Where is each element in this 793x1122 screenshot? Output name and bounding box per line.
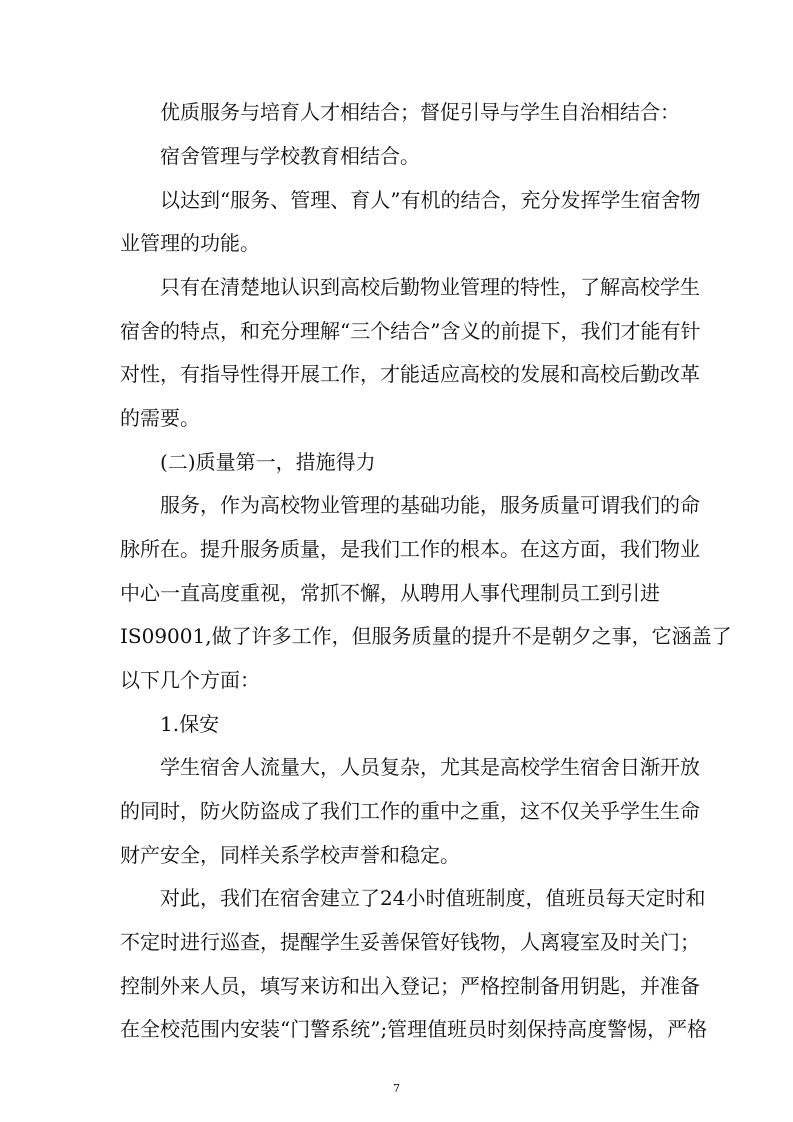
text-line: 宿舍管理与学校教育相结合。: [160, 144, 420, 168]
text-line: 只有在清楚地认识到高校后勤物业管理的特性，了解高校学生: [160, 275, 700, 299]
text-line: 服务，作为高校物业管理的基础功能，服务质量可谓我们的命: [160, 493, 700, 517]
subsection-heading: 1.保安: [160, 712, 220, 736]
text-line: 对性，有指导性得开展工作，才能适应高校的发展和高校后勤改革: [120, 362, 700, 386]
text-line: 优质服务与培育人才相结合；督促引导与学生自治相结合：: [160, 100, 680, 124]
text-line: 以达到“服务、管理、育人”有机的结合，充分发挥学生宿舍物: [160, 188, 701, 212]
text-line: 以下几个方面：: [120, 668, 260, 692]
text-line: 学生宿舍人流量大，人员复杂，尤其是高校学生宿舍日渐开放: [160, 755, 700, 779]
text-line: 中心一直高度重视，常抓不懈，从聘用人事代理制员工到引进: [120, 581, 660, 605]
page-number: 7: [393, 1082, 400, 1095]
text-line: 脉所在。提升服务质量，是我们工作的根本。在这方面，我们物业: [120, 537, 700, 561]
text-line: 在全校范围内安装“门警系统”;管理值班员时刻保持高度警惕，严格: [120, 1017, 708, 1041]
text-line: 对此，我们在宿舍建立了24小时值班制度，值班员每天定时和: [160, 886, 706, 910]
text-line: 财产安全，同样关系学校声誉和稳定。: [120, 843, 460, 867]
text-line: 控制外来人员，填写来访和出入登记；严格控制备用钥匙，并准备: [120, 974, 700, 998]
text-line: 宿舍的特点，和充分理解“三个结合”含义的前提下，我们才能有针: [120, 319, 701, 343]
text-line: 业管理的功能。: [120, 231, 260, 255]
text-line: 不定时进行巡查，提醒学生妥善保管好钱物，人离寝室及时关门；: [120, 930, 700, 954]
text-line: IS09001,做了许多工作，但服务质量的提升不是朝夕之事，它涵盖了: [120, 624, 732, 648]
text-line: 的需要。: [120, 406, 200, 430]
section-heading: (二)质量第一，措施得力: [160, 450, 376, 474]
text-line: 的同时，防火防盗成了我们工作的重中之重，这不仅关乎学生生命: [120, 799, 700, 823]
